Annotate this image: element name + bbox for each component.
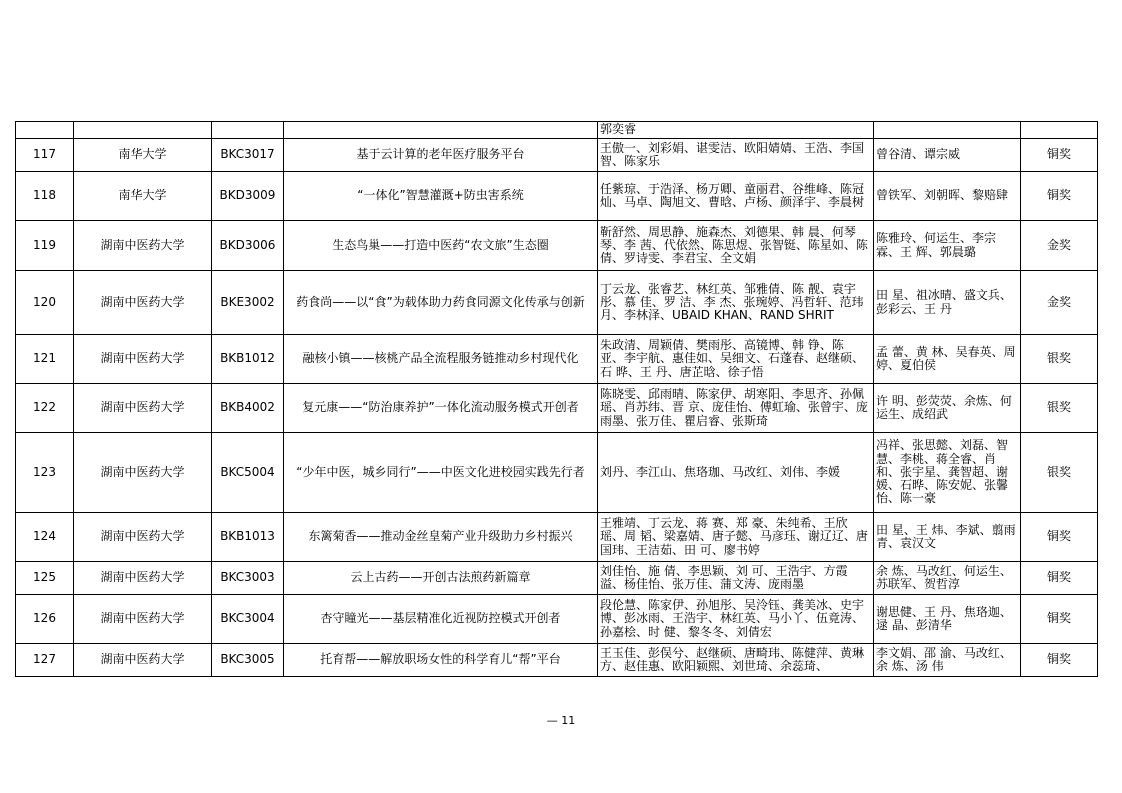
- cell-school: [74, 384, 212, 433]
- table-row: [16, 122, 1098, 139]
- cell-advisors-text: 谢思健、王 丹、焦珞迦、逯 晶、彭清华: [876, 604, 1012, 632]
- cell-award-text: 铜奖: [1046, 147, 1071, 162]
- cell-school: [74, 433, 212, 513]
- cell-advisors-text: 李文娟、邵 渝、马改红、余 炼、汤 伟: [876, 645, 1012, 673]
- cell-members: [598, 433, 874, 513]
- cell-project: [284, 644, 598, 677]
- cell-code: [212, 384, 284, 433]
- cell-project: [284, 122, 598, 139]
- cell-project: [284, 595, 598, 644]
- cell-project: [284, 221, 598, 271]
- cell-no: [16, 271, 74, 335]
- cell-award-text: 铜奖: [1046, 529, 1071, 544]
- cell-award: [1021, 122, 1098, 139]
- cell-code: [212, 335, 284, 384]
- cell-project: [284, 172, 598, 221]
- cell-code-text: BKC3004: [220, 611, 275, 626]
- cell-code: [212, 271, 284, 335]
- cell-advisors: [874, 122, 1021, 139]
- cell-project-text: 复元康——“防治康养护”一体化流动服务模式开创者: [302, 400, 579, 415]
- cell-award-text: 银奖: [1046, 464, 1071, 479]
- cell-no-text: 118: [33, 188, 56, 203]
- cell-code-text: BKB1013: [220, 529, 275, 544]
- cell-project: [284, 271, 598, 335]
- cell-advisors: [874, 271, 1021, 335]
- cell-members: [598, 335, 874, 384]
- cell-school: [74, 644, 212, 677]
- table-row: [16, 271, 1098, 335]
- cell-no-text: 121: [33, 351, 56, 366]
- cell-school: [74, 139, 212, 172]
- cell-no-text: 125: [33, 570, 56, 585]
- cell-members-text: 陈晓雯、邱雨晴、陈家伊、胡寒阳、李思齐、孙佩瑶、肖苏纬、晋 京、庞佳怡、傅虹瑜、张曾宇、庞雨墨、张万佳、瞿启睿、张斯琦: [600, 387, 868, 428]
- cell-award: [1021, 433, 1098, 513]
- cell-project: [284, 335, 598, 384]
- cell-members: [598, 122, 874, 139]
- cell-members-text: 王雅靖、丁云龙、蒋 赛、郑 豪、朱纯希、王欣瑶、周 韬、梁嘉婧、唐子懿、马彦珏、谢辽辽、唐国玮、王洁茹、田 可、廖书婷: [600, 516, 868, 557]
- cell-no: [16, 122, 74, 139]
- cell-advisors: [874, 433, 1021, 513]
- cell-project: [284, 139, 598, 172]
- cell-no: [16, 644, 74, 677]
- cell-school: [74, 335, 212, 384]
- cell-school: [74, 595, 212, 644]
- cell-members-text: 王傲一、刘彩娟、谌雯洁、欧阳婧婧、王浩、李国智、陈家乐: [600, 140, 865, 168]
- cell-no: [16, 335, 74, 384]
- cell-no-text: 124: [33, 529, 56, 544]
- cell-code: [212, 122, 284, 139]
- table-row: [16, 433, 1098, 513]
- cell-school-text: 南华大学: [118, 188, 167, 203]
- cell-project: [284, 562, 598, 595]
- cell-code-text: BKE3002: [220, 294, 275, 309]
- cell-advisors-text: 曾谷清、谭宗威: [876, 147, 961, 162]
- cell-project-text: 基于云计算的老年医疗服务平台: [356, 147, 525, 162]
- cell-project-text: 云上古药——开创古法煎药新篇章: [350, 570, 531, 585]
- cell-project-text: 东篱菊香——推动金丝皇菊产业升级助力乡村振兴: [308, 529, 573, 544]
- cell-school: [74, 172, 212, 221]
- cell-award: [1021, 562, 1098, 595]
- cell-advisors: [874, 562, 1021, 595]
- cell-members: [598, 271, 874, 335]
- page-number: — 11: [546, 714, 576, 727]
- cell-advisors-text: 余 炼、马改红、何运生、苏联军、贺哲淳: [876, 563, 1012, 591]
- cell-award: [1021, 172, 1098, 221]
- cell-award-text: 铜奖: [1046, 570, 1071, 585]
- cell-code: [212, 172, 284, 221]
- cell-school-text: 湖南中医药大学: [100, 294, 185, 309]
- awards-table: [15, 121, 1098, 677]
- cell-school-text: 湖南中医药大学: [100, 611, 185, 626]
- cell-code: [212, 513, 284, 562]
- cell-code: [212, 644, 284, 677]
- cell-code: [212, 562, 284, 595]
- cell-code-text: BKC5004: [220, 464, 275, 479]
- cell-members: [598, 221, 874, 271]
- cell-no: [16, 172, 74, 221]
- cell-school-text: 湖南中医药大学: [100, 652, 185, 667]
- table-row: [16, 139, 1098, 172]
- cell-no-text: 117: [33, 147, 56, 162]
- cell-code-text: BKC3017: [220, 147, 275, 162]
- cell-advisors: [874, 513, 1021, 562]
- cell-advisors: [874, 644, 1021, 677]
- cell-code-text: BKC3003: [220, 570, 275, 585]
- cell-no: [16, 562, 74, 595]
- cell-code: [212, 433, 284, 513]
- cell-members-text: 段伦慧、陈家伊、孙旭彤、吴泠钰、龚美冰、史宇博、彭冰雨、王浩宇、林红英、马小丫、伍竟涛、孙嘉桧、时 健、黎冬冬、刘倩宏: [600, 598, 865, 639]
- cell-code: [212, 221, 284, 271]
- cell-advisors-text: 陈雅玲、何运生、李宗霖、王 辉、郭晨璐: [876, 231, 997, 259]
- cell-no: [16, 384, 74, 433]
- cell-school-text: 湖南中医药大学: [100, 529, 185, 544]
- cell-award: [1021, 335, 1098, 384]
- cell-project-text: 药食尚——以“食”为载体助力药食同源文化传承与创新: [296, 294, 585, 309]
- cell-project-text: 托育帮——解放职场女性的科学育儿“帮”平台: [320, 652, 561, 667]
- cell-members: [598, 139, 874, 172]
- cell-advisors: [874, 221, 1021, 271]
- table-row: [16, 513, 1098, 562]
- cell-advisors-text: 许 明、彭荧荧、余炼、何运生、成绍武: [876, 393, 1012, 421]
- cell-award: [1021, 221, 1098, 271]
- cell-no: [16, 221, 74, 271]
- cell-award-text: 银奖: [1046, 351, 1071, 366]
- cell-members-text: 郭奕睿: [600, 122, 637, 137]
- cell-advisors-text: 田 星、祖冰晴、盛文兵、彭彩云、王 丹: [876, 288, 1012, 316]
- cell-code: [212, 595, 284, 644]
- table-row: [16, 335, 1098, 384]
- cell-award-text: 银奖: [1046, 400, 1071, 415]
- cell-school: [74, 271, 212, 335]
- cell-project: [284, 384, 598, 433]
- cell-code-text: BKD3009: [219, 188, 276, 203]
- cell-no-text: 120: [33, 294, 56, 309]
- cell-school-text: 湖南中医药大学: [100, 464, 185, 479]
- cell-code-text: BKB4002: [220, 400, 275, 415]
- cell-members: [598, 562, 874, 595]
- cell-school-text: 湖南中医药大学: [100, 351, 185, 366]
- cell-award-text: 金奖: [1046, 237, 1071, 252]
- cell-school-text: 湖南中医药大学: [100, 237, 185, 252]
- cell-no: [16, 433, 74, 513]
- cell-project-text: “少年中医，城乡同行”——中医文化进校园实践先行者: [296, 464, 585, 479]
- cell-advisors-text: 田 星、王 炜、李斌、翦雨青、袁汉文: [876, 522, 1016, 550]
- cell-members-text: 王玉佳、彭俣兮、赵继硕、唐畸玮、陈健萍、黄琳方、赵佳惠、欧阳颖熙、刘世琦、余蕊琦、: [600, 645, 865, 673]
- table-row: [16, 172, 1098, 221]
- cell-advisors-text: 曾铁军、刘朝晖、黎赔肆: [876, 188, 1009, 203]
- cell-no: [16, 513, 74, 562]
- cell-code-text: BKB1012: [220, 351, 275, 366]
- cell-award-text: 铜奖: [1046, 611, 1071, 626]
- cell-code-text: BKC3005: [220, 652, 275, 667]
- cell-members-text: 靳舒然、周思静、施森杰、刘德果、韩 晨、何琴琴、李 茜、代依然、陈思煜、张智铤、陈星如、陈 倩、罗诗雯、李君宝、全文娟: [600, 224, 868, 266]
- cell-school: [74, 562, 212, 595]
- cell-award: [1021, 139, 1098, 172]
- cell-school: [74, 221, 212, 271]
- cell-project-text: 杏守瞳光——基层精准化近视防控模式开创者: [320, 611, 561, 626]
- cell-no-text: 123: [33, 464, 56, 479]
- cell-members: [598, 172, 874, 221]
- cell-award-text: 金奖: [1046, 294, 1071, 309]
- cell-advisors-text: 冯祥、张思懿、刘磊、智慧、李桃、蒋全睿、肖和、张宇星、龚智超、谢媛、石晔、陈安妮、张馨怡、陈一豪: [876, 438, 1009, 506]
- table-row: [16, 644, 1098, 677]
- cell-advisors-text: 孟 蕾、黄 林、吴春英、周 婷、夏伯侯: [876, 344, 1016, 372]
- table-row: [16, 595, 1098, 644]
- cell-project: [284, 433, 598, 513]
- cell-no: [16, 139, 74, 172]
- cell-members-text: 刘丹、李江山、焦珞珈、马改红、刘伟、李媛: [600, 464, 841, 479]
- cell-project: [284, 513, 598, 562]
- cell-advisors: [874, 384, 1021, 433]
- cell-project-text: 生态鸟巢——打造中医药“农文旅”生态圈: [332, 237, 549, 252]
- table-row: [16, 562, 1098, 595]
- cell-members: [598, 595, 874, 644]
- cell-award-text: 铜奖: [1046, 188, 1071, 203]
- cell-school: [74, 122, 212, 139]
- cell-award: [1021, 513, 1098, 562]
- cell-award: [1021, 644, 1098, 677]
- table-row: [16, 221, 1098, 271]
- cell-members-text: 刘佳怡、施 倩、李思颖、刘 可、王浩宇、方霞溢、杨佳怡、张万佳、蒲文涛、庞雨墨: [600, 563, 848, 591]
- cell-school: [74, 513, 212, 562]
- cell-members-text: 丁云龙、张睿艺、林红英、邹雅倩、陈 靓、袁宇彤、慕 佳、罗 洁、李 杰、张琬婷、冯哲轩、范玮月、李林泽、UBAID KHAN、RAND SHRIT: [600, 281, 864, 323]
- cell-award: [1021, 384, 1098, 433]
- cell-award: [1021, 271, 1098, 335]
- cell-project-text: “一体化”智慧灌溉+防虫害系统: [357, 188, 524, 203]
- cell-award: [1021, 595, 1098, 644]
- cell-members-text: 朱政清、周颖倩、樊雨彤、高镜博、韩 铮、陈 亚、李宇航、惠佳如、吴细文、石蓬春、赵继硕、石 晔、王 丹、唐芷晗、徐子悟: [600, 338, 865, 379]
- cell-no-text: 127: [33, 652, 56, 667]
- table-row: [16, 384, 1098, 433]
- cell-project-text: 融核小镇——核桃产品全流程服务链推动乡村现代化: [302, 351, 579, 366]
- cell-members: [598, 644, 874, 677]
- cell-advisors: [874, 139, 1021, 172]
- cell-members: [598, 384, 874, 433]
- cell-code-text: BKD3006: [219, 237, 276, 252]
- cell-school-text: 湖南中医药大学: [100, 400, 185, 415]
- cell-advisors: [874, 172, 1021, 221]
- cell-members: [598, 513, 874, 562]
- awards-table-body: [16, 122, 1098, 677]
- cell-no-text: 122: [33, 400, 56, 415]
- cell-no-text: 126: [33, 611, 56, 626]
- cell-award-text: 铜奖: [1046, 652, 1071, 667]
- cell-school-text: 南华大学: [118, 147, 167, 162]
- cell-school-text: 湖南中医药大学: [100, 570, 185, 585]
- cell-members-text: 任紫琼、于浩泽、杨万卿、童丽君、谷维峰、陈冠灿、马卓、陶旭文、曹晗、卢杨、颜泽宇、李晨树: [600, 181, 865, 209]
- cell-no: [16, 595, 74, 644]
- cell-code: [212, 139, 284, 172]
- cell-advisors: [874, 595, 1021, 644]
- cell-no-text: 119: [33, 237, 56, 252]
- cell-advisors: [874, 335, 1021, 384]
